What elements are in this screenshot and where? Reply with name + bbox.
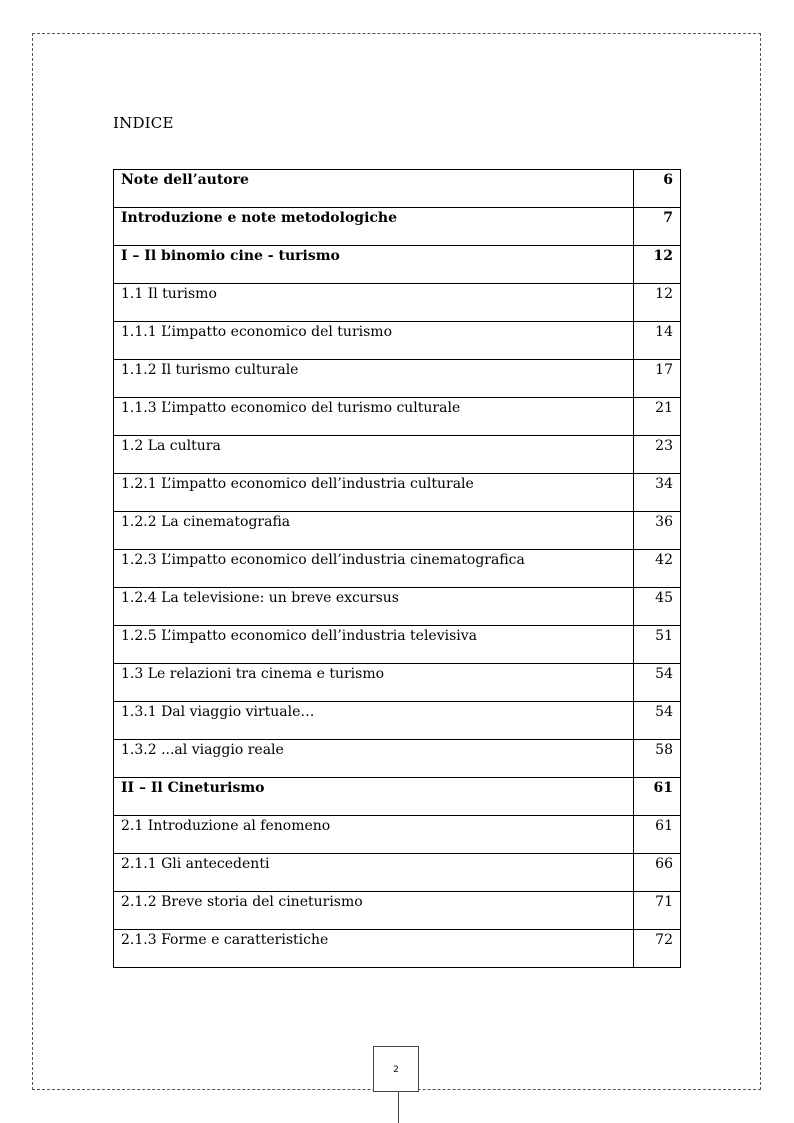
toc-entry-page: 34 [634, 474, 681, 512]
toc-entry-page: 58 [634, 740, 681, 778]
toc-row [114, 474, 681, 512]
toc-row [114, 588, 681, 626]
toc-entry-title: 1.2 La cultura [114, 436, 634, 474]
toc-row [114, 246, 681, 284]
toc-entry-page: 17 [634, 360, 681, 398]
toc-row [114, 892, 681, 930]
toc-entry-page: 36 [634, 512, 681, 550]
toc-row [114, 702, 681, 740]
toc-entry-title: 1.1 Il turismo [114, 284, 634, 322]
toc-row [114, 208, 681, 246]
toc-row [114, 664, 681, 702]
toc-entry-page: 54 [634, 702, 681, 740]
toc-row [114, 930, 681, 968]
toc-row [114, 778, 681, 816]
toc-row [114, 170, 681, 208]
toc-entry-title: 1.3.1 Dal viaggio virtuale… [114, 702, 634, 740]
toc-row [114, 398, 681, 436]
toc-entry-title: 2.1.1 Gli antecedenti [114, 854, 634, 892]
toc-entry-title: Introduzione e note metodologiche [114, 208, 634, 246]
toc-row [114, 816, 681, 854]
toc-entry-page: 21 [634, 398, 681, 436]
page-title: INDICE [113, 114, 174, 132]
toc-table [113, 169, 681, 968]
page-number-connector [398, 1092, 399, 1123]
toc-entry-title: II – Il Cineturismo [114, 778, 634, 816]
toc-entry-title: 1.1.3 L’impatto economico del turismo culturale [114, 398, 634, 436]
toc-entry-page: 14 [634, 322, 681, 360]
toc-entry-title: 2.1.2 Breve storia del cineturismo [114, 892, 634, 930]
toc-entry-title: 1.1.1 L’impatto economico del turismo [114, 322, 634, 360]
toc-row [114, 360, 681, 398]
toc-row [114, 512, 681, 550]
toc-entry-page: 23 [634, 436, 681, 474]
toc-entry-title: 2.1.3 Forme e caratteristiche [114, 930, 634, 968]
toc-entry-title: I – Il binomio cine - turismo [114, 246, 634, 284]
toc-entry-page: 45 [634, 588, 681, 626]
toc-entry-title: 1.1.2 Il turismo culturale [114, 360, 634, 398]
toc-entry-title: 1.2.2 La cinematografia [114, 512, 634, 550]
toc-entry-title: 1.2.4 La televisione: un breve excursus [114, 588, 634, 626]
toc-entry-title: 2.1 Introduzione al fenomeno [114, 816, 634, 854]
toc-entry-page: 54 [634, 664, 681, 702]
toc-entry-page: 12 [634, 246, 681, 284]
toc-row [114, 284, 681, 322]
toc-entry-page: 12 [634, 284, 681, 322]
toc-entry-title: 1.3.2 ...al viaggio reale [114, 740, 634, 778]
toc-row [114, 322, 681, 360]
toc-entry-title: 1.2.3 L’impatto economico dell’industria cinematografica [114, 550, 634, 588]
toc-entry-page: 7 [634, 208, 681, 246]
toc-entry-page: 72 [634, 930, 681, 968]
toc-entry-page: 6 [634, 170, 681, 208]
toc-entry-title: 1.3 Le relazioni tra cinema e turismo [114, 664, 634, 702]
toc-entry-title: 1.2.5 L’impatto economico dell’industria televisiva [114, 626, 634, 664]
toc-row [114, 854, 681, 892]
toc-entry-page: 61 [634, 816, 681, 854]
toc-entry-page: 66 [634, 854, 681, 892]
toc-entry-title: 1.2.1 L’impatto economico dell’industria culturale [114, 474, 634, 512]
toc-body [114, 170, 681, 968]
toc-entry-title: Note dell’autore [114, 170, 634, 208]
toc-row [114, 550, 681, 588]
toc-row [114, 740, 681, 778]
toc-row [114, 626, 681, 664]
page-number: 2 [373, 1046, 419, 1092]
toc-entry-page: 42 [634, 550, 681, 588]
toc-entry-page: 61 [634, 778, 681, 816]
toc-entry-page: 51 [634, 626, 681, 664]
toc-entry-page: 71 [634, 892, 681, 930]
toc-row [114, 436, 681, 474]
